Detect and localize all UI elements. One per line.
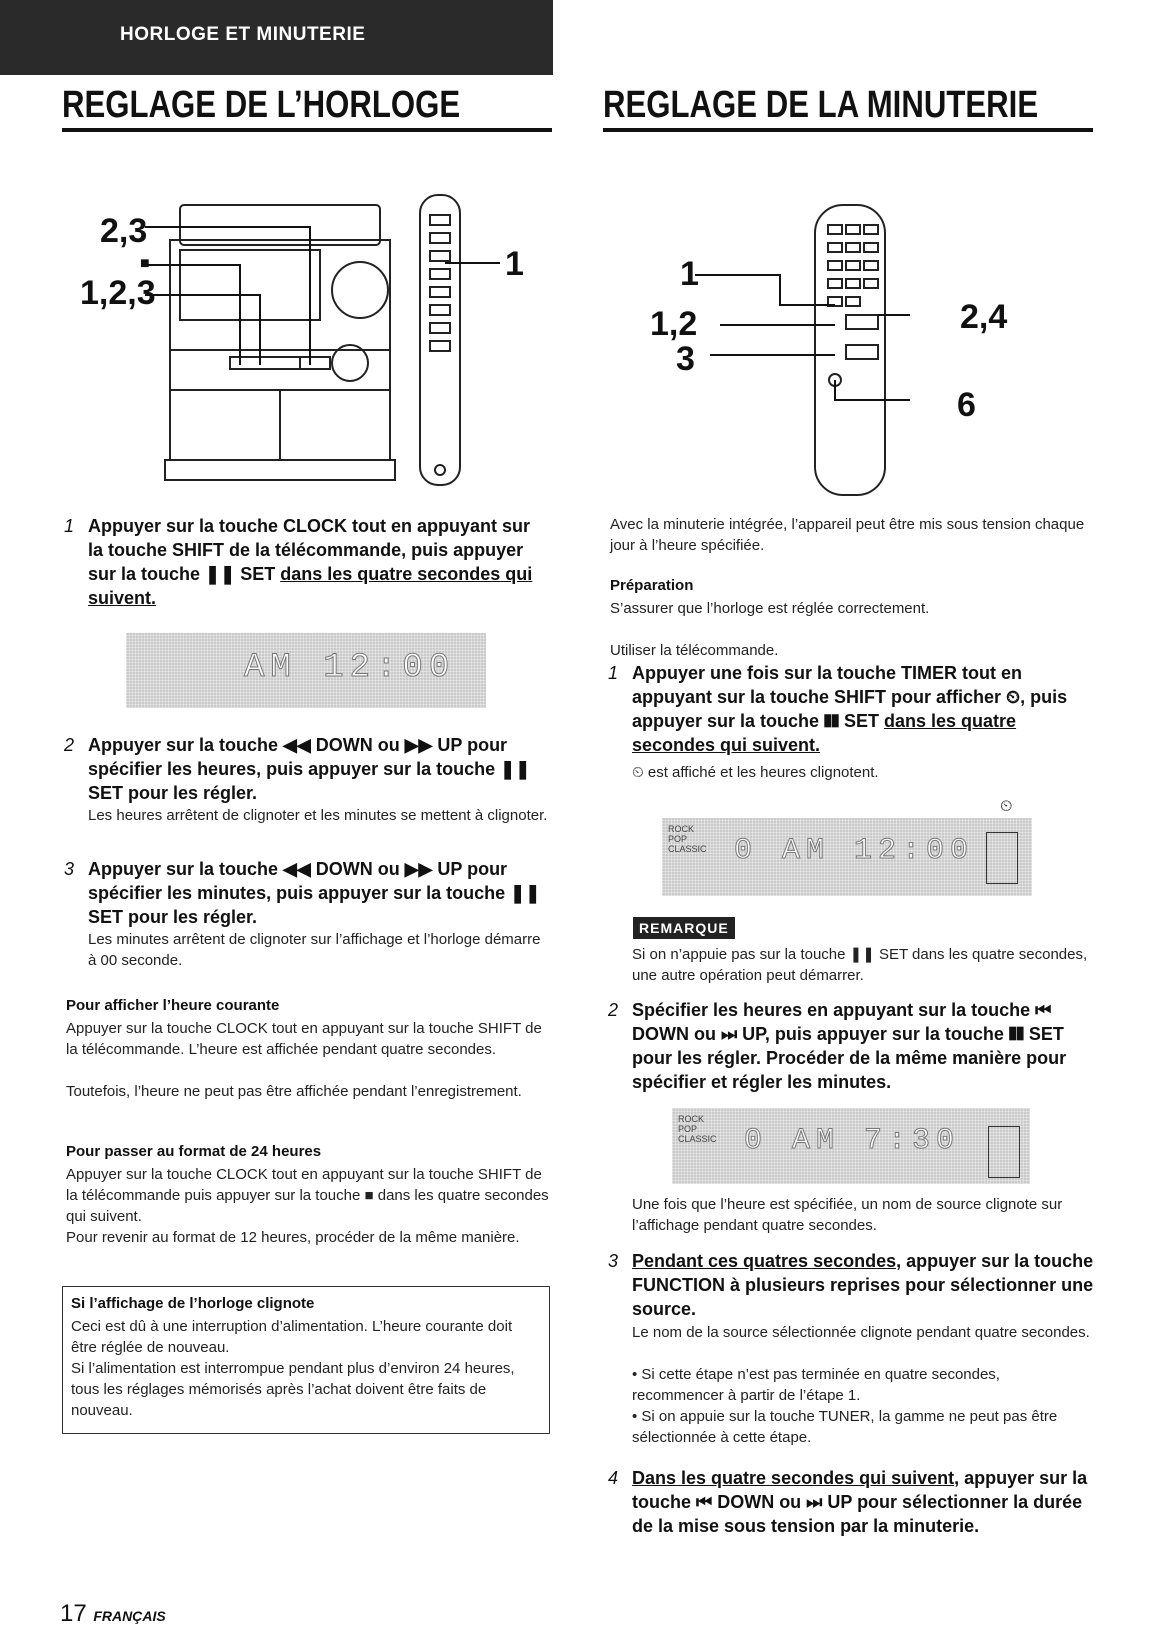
display-1-label-pop: POP: [668, 834, 688, 844]
left-step-3-num: 3: [64, 859, 75, 879]
blink-notice-box: [62, 1286, 550, 1434]
right-step-3-bullet-1: • Si cette étape n’est pas terminée en quatre secondes, recommencer à partir de l’étape 1.: [632, 1366, 1000, 1404]
left-step-3-note: Les minutes arrêtent de clignoter sur l’affichage et l’horloge démarre à 00 seconde.: [88, 931, 541, 969]
right-step-1-note: ⏲ est affiché et les heures clignotent.: [632, 764, 879, 781]
section-tab: [0, 0, 553, 75]
left-title: REGLAGE DE L’HORLOGE: [62, 84, 461, 126]
right-step-1-underline: dans les quatre secondes qui suivent.: [632, 711, 1017, 755]
page-footer: [60, 1600, 166, 1628]
timer-indicator-box: [986, 832, 1018, 884]
display-1-label-rock: ROCK: [668, 824, 695, 834]
right-step-1-text: Appuyer une fois sur la touche TIMER tout en appuyant sur la touche SHIFT pour afficher ⏲, puis appuyer sur la touche ❚❚ SET: [632, 663, 1068, 731]
left-step-2: [64, 733, 550, 805]
timer-display-2: [672, 1108, 1030, 1184]
format24-p1: Appuyer sur la touche CLOCK tout en appuyant sur la touche SHIFT de la télécommande puis appuyer sur la touche ■ dans les quatre secondes qui suivent.: [66, 1166, 549, 1225]
timer-display-1: [662, 818, 1032, 896]
right-step-3-underline: Pendant ces quatres secondes,: [632, 1251, 902, 1271]
display-2-label-rock: ROCK: [678, 1114, 705, 1124]
timer-clock-icon: ⏲: [1000, 798, 1013, 815]
left-step-2-text: Appuyer sur la touche ◀◀ DOWN ou ▶▶ UP pour spécifier les heures, puis appuyer sur la touche ❚❚ SET pour les régler.: [88, 735, 531, 803]
timer-indicator-box-2: [988, 1126, 1020, 1178]
right-step-1: [608, 661, 1094, 757]
callout-right-3: 3: [676, 340, 695, 378]
right-step-4-text: appuyer sur la touche ⏮ DOWN ou ⏭ UP pour sélectionner la durée de la mise sous tension par la minuterie.: [632, 1468, 1088, 1536]
after-display-text: Une fois que l’heure est spécifiée, un nom de source clignote sur l’affichage pendant quatre secondes.: [632, 1196, 1063, 1234]
prep-heading: Préparation: [610, 577, 694, 594]
left-step-1-text: Appuyer sur la touche CLOCK tout en appuyant sur la touche SHIFT de la télécommande, puis appuyer sur la touche ❚❚ SET: [88, 516, 531, 584]
display-1-labels: [668, 824, 707, 854]
left-step-2-num: 2: [64, 735, 75, 755]
callout-right-1-2: 1,2: [650, 305, 698, 343]
right-title-rule: [603, 128, 1093, 132]
right-step-4-underline: Dans les quatre secondes qui suivent,: [632, 1468, 960, 1488]
remote-illustration: [640, 195, 1040, 505]
use-remote-text: Utiliser la télécommande.: [610, 642, 779, 659]
remark-text: Si on n’appuie pas sur la touche ❚❚ SET dans les quatre secondes, une autre opération peut démarrer.: [632, 946, 1088, 984]
callout-right-1: 1: [680, 255, 699, 293]
blink-notice-p1: Ceci est dû à une interruption d’alimentation. L’heure courante doit être réglée de nouveau.: [71, 1318, 513, 1356]
format24-p2: Pour revenir au format de 12 heures, procéder de la même manière.: [66, 1229, 520, 1246]
right-step-4: [608, 1466, 1094, 1538]
display-2-labels: [678, 1114, 717, 1144]
blink-notice-heading: Si l’affichage de l’horloge clignote: [71, 1295, 315, 1312]
right-step-2-num: 2: [608, 1000, 619, 1020]
current-time-p1: Appuyer sur la touche CLOCK tout en appuyant sur la touche SHIFT de la télécommande. L’heure est affichée pendant quatre secondes.: [66, 1020, 542, 1058]
clock-display: [126, 633, 486, 708]
right-title: REGLAGE DE LA MINUTERIE: [603, 84, 1039, 126]
current-time-heading: Pour afficher l’heure courante: [66, 997, 280, 1014]
right-step-1-num: 1: [608, 663, 619, 683]
prep-text: S’assurer que l’horloge est réglée correctement.: [610, 600, 930, 617]
page-number: 17: [60, 1600, 87, 1627]
callout-1-remote: 1: [505, 245, 524, 283]
left-step-1-underline: dans les quatre secondes qui suivent.: [88, 564, 533, 608]
right-step-3-num: 3: [608, 1251, 619, 1271]
right-step-2-text: Spécifier les heures en appuyant sur la touche ⏮ DOWN ou ⏭ UP, puis appuyer sur la touche ❚❚ SET pour les régler. Procéder de la même manière pour spécifier et régler les minutes.: [632, 1000, 1067, 1092]
right-step-3: [608, 1249, 1094, 1321]
right-step-3-bullet-2: • Si on appuie sur la touche TUNER, la gamme ne peut pas être sélectionnée à cette étape.: [632, 1408, 1058, 1446]
blink-notice-p2: Si l’alimentation est interrompue pendant plus d’environ 24 heures, tous les réglages mémorisés après l’achat doivent être faits de nouveau.: [71, 1360, 515, 1419]
right-step-3-text: appuyer sur la touche FUNCTION à plusieurs reprises pour sélectionner une source.: [632, 1251, 1094, 1319]
timer-display-1-readout: 0 AM 12:00: [734, 834, 975, 868]
timer-intro: Avec la minuterie intégrée, l’appareil peut être mis sous tension chaque jour à l’heure spécifiée.: [610, 516, 1085, 554]
left-step-1: [64, 514, 550, 610]
callout-1-2-3: 1,2,3: [80, 274, 156, 312]
left-step-1-num: 1: [64, 516, 75, 536]
right-step-4-num: 4: [608, 1468, 619, 1488]
display-2-label-pop: POP: [678, 1124, 698, 1134]
timer-display-2-readout: 0 AM 7:30: [744, 1124, 961, 1158]
callout-right-2-4: 2,4: [960, 298, 1008, 336]
section-tab-label: HORLOGE ET MINUTERIE: [120, 24, 366, 45]
display-1-label-classic: CLASSIC: [668, 844, 707, 854]
left-step-2-note: Les heures arrêtent de clignoter et les minutes se mettent à clignoter.: [88, 807, 548, 824]
callout-stop-symbol: ■: [140, 255, 150, 272]
footer-language: FRANÇAIS: [93, 1608, 166, 1624]
right-step-2: [608, 998, 1094, 1094]
callout-2-3: 2,3: [100, 212, 148, 250]
left-title-rule: [62, 128, 552, 132]
remark-badge: REMARQUE: [633, 917, 735, 939]
left-step-3: [64, 857, 550, 929]
current-time-p2: Toutefois, l’heure ne peut pas être affichée pendant l’enregistrement.: [66, 1083, 522, 1100]
callout-right-6: 6: [957, 386, 976, 424]
right-step-3-note: Le nom de la source sélectionnée clignote pendant quatre secondes.: [632, 1324, 1090, 1341]
left-step-3-text: Appuyer sur la touche ◀◀ DOWN ou ▶▶ UP pour spécifier les minutes, puis appuyer sur la touche ❚❚ SET pour les régler.: [88, 859, 541, 927]
clock-display-readout: AM 12:00: [244, 649, 456, 687]
display-2-label-classic: CLASSIC: [678, 1134, 717, 1144]
format24-heading: Pour passer au format de 24 heures: [66, 1143, 322, 1160]
